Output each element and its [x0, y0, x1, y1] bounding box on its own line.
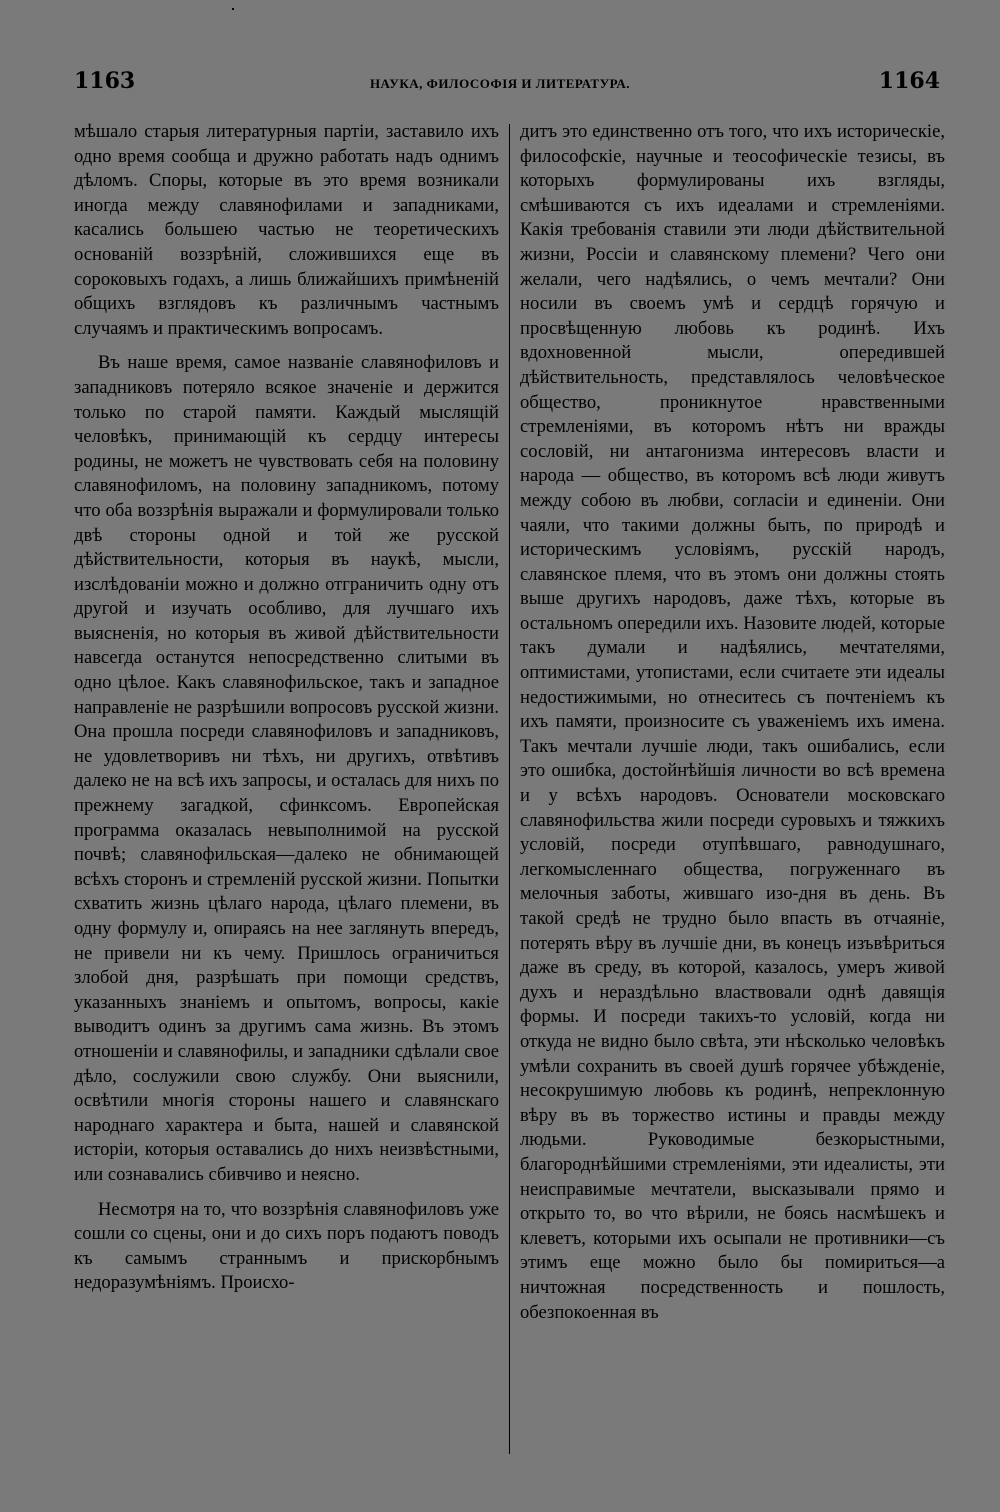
page-number-left: 1163: [74, 68, 136, 94]
paragraph: мѣшало старыя литературныя партіи, заставило ихъ одно время сообща и дружно работать надъ однимъ дѣломъ. Споры, которые въ это время возникали иногда между славянофилами и западниками, касались большею частью не теоретическихъ основаній воззрѣній, сложившихся еще въ сороковыхъ годахъ, а лишь ближайшихъ примѣненій общихъ взглядовъ къ различнымъ частнымъ случаямъ и практическимъ вопросамъ.: [74, 121, 499, 339]
running-title: НАУКА, ФИЛОСОФІЯ И ЛИТЕРАТУРА.: [369, 76, 631, 91]
left-column: [74, 120, 499, 1440]
right-column: [520, 120, 945, 1440]
paragraph: дитъ это единственно отъ того, что ихъ историческіе, философскіе, научные и теософическіе тезисы, въ которыхъ формулированы ихъ взгляды, смѣшиваются съ ихъ идеалами и стремленіями. Какія требованія ставили эти люди дѣйствительной жизни, Россіи и славянскому племени? Чего они желали, чего надѣялись, о чемъ мечтали? Они носили въ своемъ умѣ и сердцѣ горячую и просвѣщенную любовь къ родинѣ. Ихъ вдохновенной мысли, опередившей дѣйствительность, представлялось человѣческое общество, проникнутое нравственными стремленіями, въ которомъ нѣтъ ни вражды сословій, ни антагонизма интересовъ власти и народа — общество, въ которомъ всѣ люди живутъ между собою въ любви, согласіи и единеніи. Они чаяли, что такими должны быть, по природѣ и историческимъ условіямъ, русскій народъ, славянское племя, что въ этомъ они должны стоять выше другихъ народовъ, даже тѣхъ, которые въ остальномъ опередили ихъ. Назовите людей, которые такъ думали и надѣялись, мечтателями, оптимистами, утопистами, если считаете эти идеалы недостижимыми, но отнеситесь съ почтеніемъ къ ихъ памяти, произносите съ уваженіемъ ихъ имена. Такъ мечтали лучшіе люди, такъ ошибались, если это ошибка, достойнѣйшія личности во всѣ времена и у всѣхъ народовъ. Основатели московскаго славянофильства жили посреди суровыхъ и тяжкихъ условій, посреди отупѣвшаго, равнодушнаго, легкомысленнаго общества, погруженнаго въ мелочныя заботы, жившаго изо-дня въ день. Въ такой средѣ не трудно было впасть въ отчаяніе, потерять вѣру въ лучшіе дни, въ конецъ изъвѣриться даже въ среду, въ которой, казалось, умеръ живой духъ и нераздѣльно властвовали однѣ давящія формы. И посреди такихъ-то условій, когда ни откуда не видно было свѣта, эти нѣсколько человѣкъ умѣли сохранить въ своей душѣ горячее убѣжденіе, несокрушимую любовь къ родинѣ, непреклонную вѣру въ въ торжество истины и правды между людьми. Руководимые безкорыстными, благороднѣйшими стремленіями, эти идеалисты, эти неисправимые мечтатели, высказывали прямо и открыто то, во что вѣрили, не боясь насмѣшекъ и клеветъ, которыми ихъ осыпали не противники—съ этимъ еще можно было бы помириться—а ничтожная посредственность и пошлость, обезпокоенная въ: [520, 121, 945, 1323]
column-divider: [509, 124, 510, 1454]
paragraph: Въ наше время, самое названіе славянофиловъ и западниковъ потеряло всякое значеніе и держится только по старой памяти. Каждый мыслящій человѣкъ, принимающій къ сердцу интересы родины, не можетъ не чувствовать себя на половину славянофиломъ, на половину западникомъ, потому что оба воззрѣнія выражали и формулировали только двѣ стороны одной и той же русской дѣйствительности, которыя въ наукѣ, мысли, изслѣдованіи можно и должно отграничить одну отъ другой и изучать особливо, для лучшаго ихъ выясненія, но которыя въ живой дѣйствительности навсегда останутся непосредственно слитыми въ одно цѣлое. Какъ славянофильское, такъ и западное направленіе не разрѣшили вопросовъ русской жизни. Она прошла посреди славянофиловъ и западниковъ, не удовлетворивъ ни тѣхъ, ни другихъ, отвѣтивъ далеко не на всѣ ихъ запросы, и осталась для нихъ по прежнему загадкой, сфинксомъ. Европейская программа оказалась невыполнимой на русской почвѣ; славянофильская—далеко не обнимающей всѣхъ сторонъ и стремленій русской жизни. Попытки схватить жизнь цѣлаго народа, цѣлаго племени, въ одну формулу и, опираясь на нее заглянуть впередъ, не привели ни къ чему. Пришлось ограничиться злобой дня, разрѣшать при помощи средствъ, указанныхъ знаніемъ и опытомъ, вопросы, какіе выводитъ одинъ за другимъ сама жизнь. Въ этомъ отношеніи и славянофилы, и западники сдѣлали свое дѣло, сослужили свою службу. Они выяснили, освѣтили многія стороны нашего и славянскаго народнаго характера и быта, нашей и славянской исторіи, которыя оставались до нихъ неизвѣстными, или сознавались сбивчиво и неясно.: [74, 352, 499, 1185]
page-number-right: 1164: [878, 68, 940, 94]
print-speck: [232, 8, 234, 10]
paragraph: Несмотря на то, что воззрѣнія славянофиловъ уже сошли со сцены, они и до сихъ поръ подаютъ поводъ къ самымъ страннымъ и прискорбнымъ недоразумѣніямъ. Происхо-: [74, 1198, 499, 1294]
